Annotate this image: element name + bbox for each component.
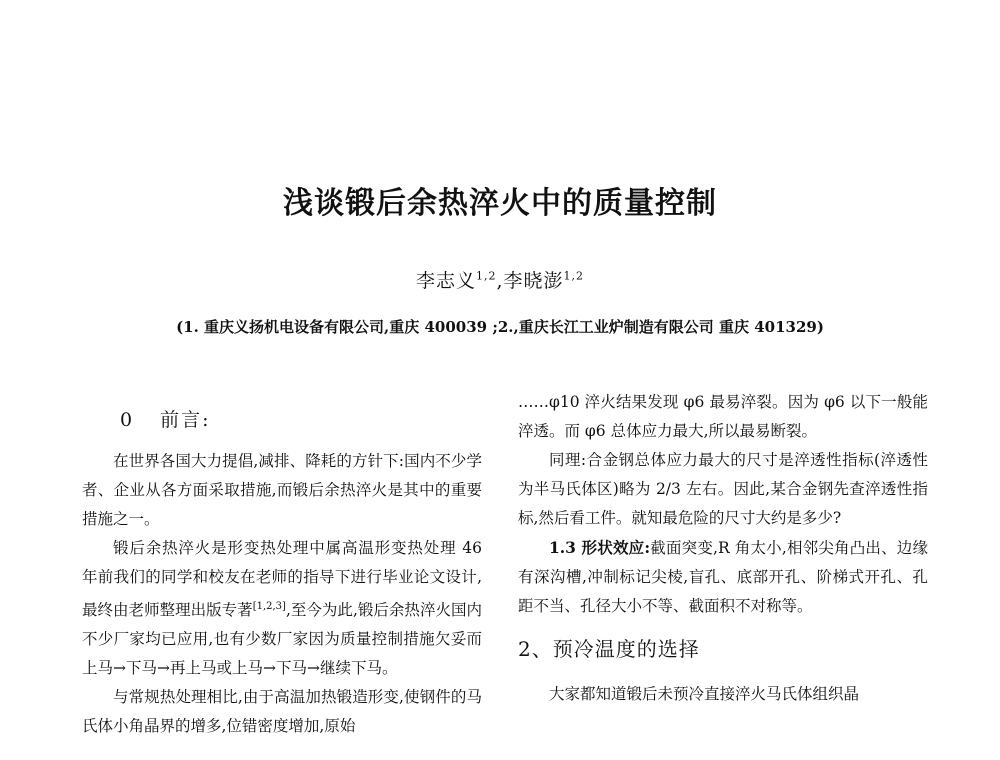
subsection-text: 截面突变,R 角太小,相邻尖角凸出、边缘有深沟槽,冲制标记尖棱,盲孔、底部开孔、阶梯式开孔、孔距不当、孔径大小不等、截面积不对称等。 bbox=[518, 539, 929, 615]
author-2-affil-mark: 1,2 bbox=[563, 269, 585, 283]
author-1-affil-mark: 1,2 bbox=[475, 269, 497, 283]
paragraph-3: 与常规热处理相比,由于高温加热锻造形变,使钢件的马氏体小角晶界的增多,位错密度增加,原始 bbox=[82, 688, 482, 736]
citation-ref: [1,2,3] bbox=[252, 601, 286, 612]
author-2: ,李晓澎 bbox=[496, 270, 564, 292]
section-number: 0 bbox=[120, 409, 135, 431]
paragraph-2-text-b: ,至今为此,锻后余热淬火国内不少厂家均已应用,也有少数厂家因为质量控制措施欠妥而上马→下马→再上马或上马→下马→继续下马。 bbox=[82, 601, 482, 678]
paragraph-1: 在世界各国大力提倡,减排、降耗的方针下:国内不少学者、企业从各方面采取措施,而锻后余热淬火是其中的重要措施之一。 bbox=[82, 452, 482, 528]
paragraph-precooling: 大家都知道锻后未预冷直接淬火马氏体组织晶 bbox=[549, 685, 860, 703]
left-column bbox=[82, 388, 482, 741]
author-line bbox=[0, 266, 1000, 293]
right-column bbox=[518, 388, 928, 709]
author-1: 李志义 bbox=[415, 270, 476, 292]
affiliation: (1. 重庆义扬机电设备有限公司,重庆 400039 ;2.,重庆长江工业炉制造有限公司 重庆 401329) bbox=[176, 318, 824, 336]
section-heading-0 bbox=[120, 406, 482, 435]
section-title: 前言: bbox=[160, 409, 211, 431]
paragraph-alloy: 同理:合金钢总体应力最大的尺寸是淬透性指标(淬透性为半马氏体区)略为 2/3 左右。因此,某合金钢先查淬透性指标,然后看工件。就知最危险的尺寸大约是多少? bbox=[518, 451, 928, 527]
subsection-label: 1.3 形状效应: bbox=[549, 538, 651, 557]
paragraph-continued: ……φ10 淬火结果发现 φ6 最易淬裂。因为 φ6 以下一般能淬透。而 φ6 总体应力最大,所以最易断裂。 bbox=[518, 393, 928, 440]
section-heading-2: 2、预冷温度的选择 bbox=[518, 637, 700, 661]
paragraph-shape-effect bbox=[518, 533, 928, 621]
paragraph-2-text-a: 锻后余热淬火是形变热处理中属高温形变热处理 46 年前我们的同学和校友在老师的指导下进行毕业论文设计,最终由老师整理出版专著 bbox=[82, 539, 482, 620]
paper-title: 浅谈锻后余热淬火中的质量控制 bbox=[283, 186, 717, 221]
paragraph-2 bbox=[82, 534, 482, 683]
